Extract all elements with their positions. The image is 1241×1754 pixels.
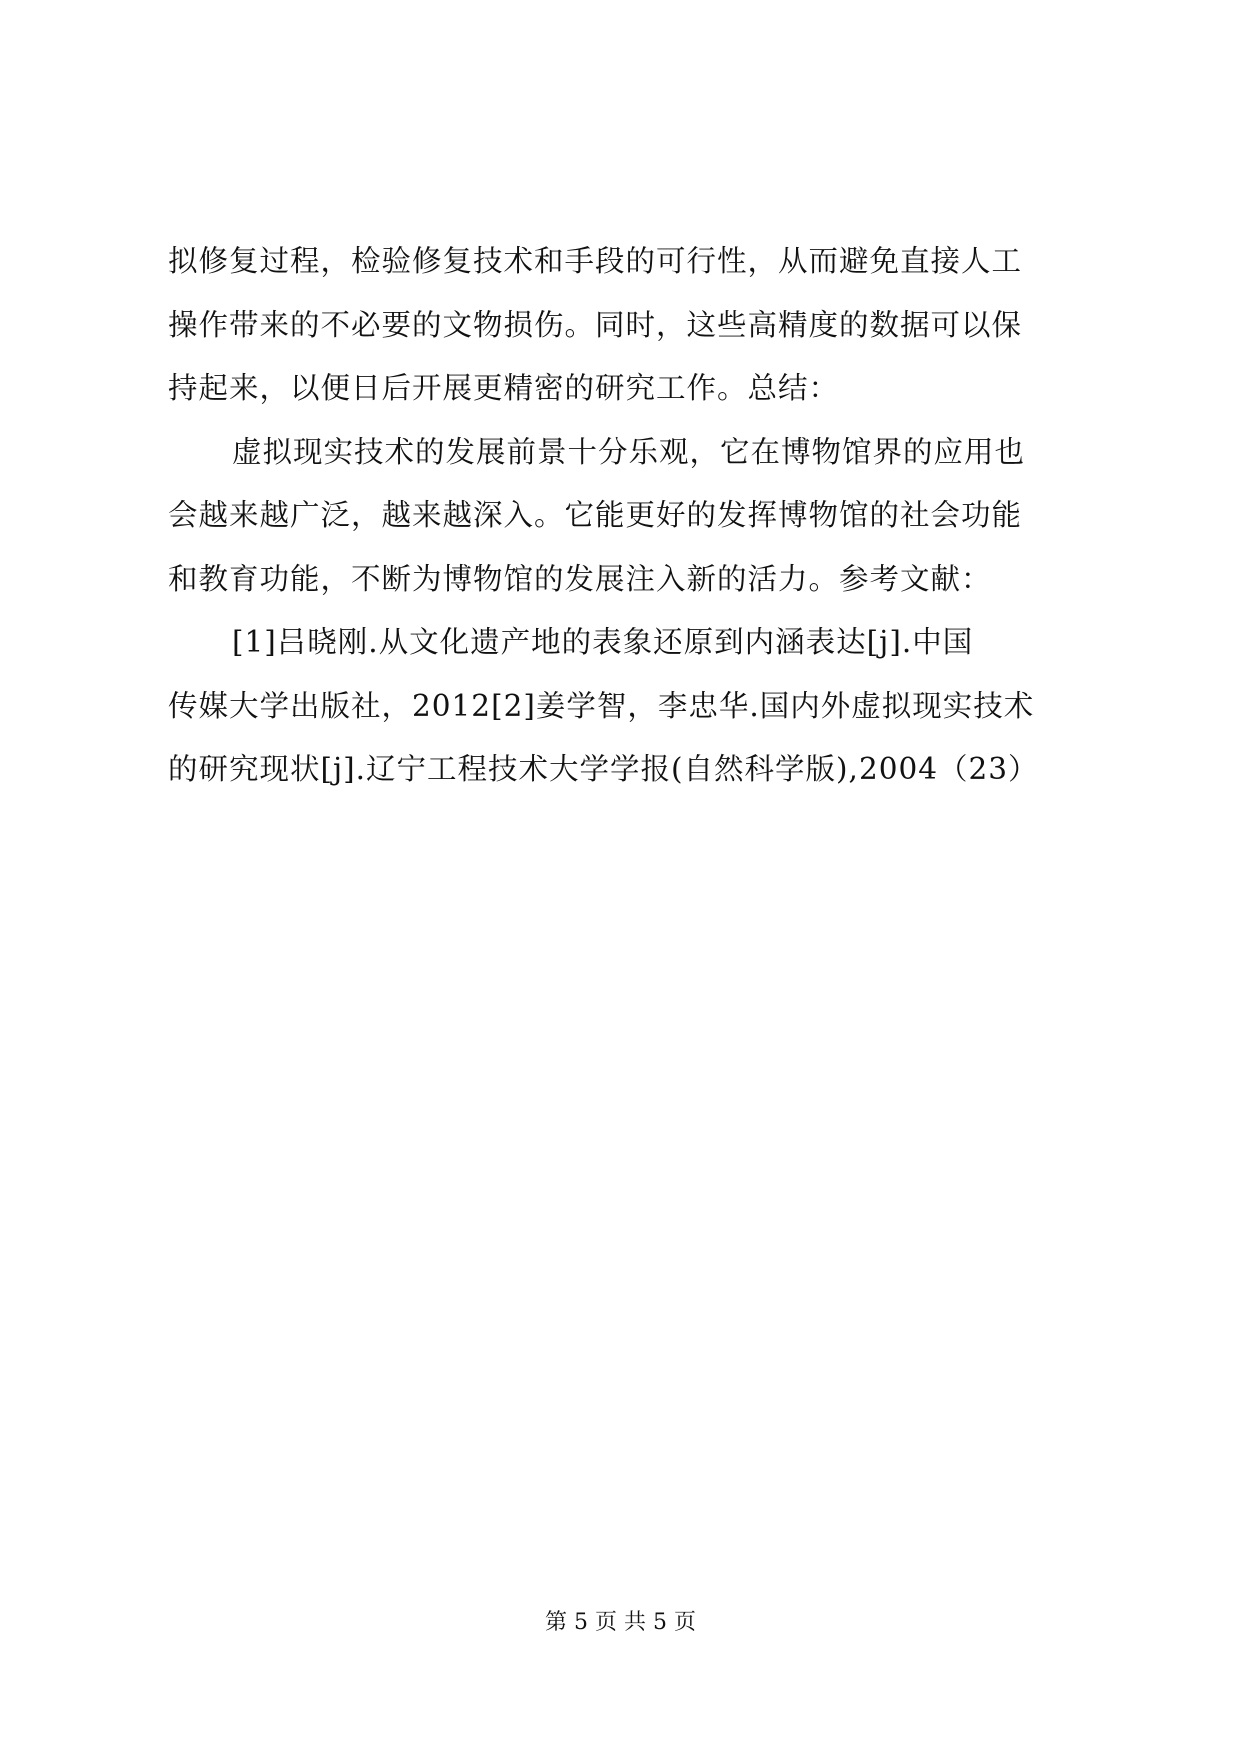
text-line: 会越来越广泛，越来越深入。它能更好的发挥博物馆的社会功能 bbox=[168, 498, 1023, 532]
document-body bbox=[168, 230, 1076, 802]
page-number-footer: 第 5 页 共 5 页 bbox=[545, 1610, 696, 1635]
paragraph-conclusion bbox=[168, 421, 1076, 612]
paragraph-references bbox=[168, 611, 1076, 802]
reference-line: [1]吕晓刚.从文化遗产地的表象还原到内涵表达[j].中国 bbox=[232, 625, 974, 659]
text-line: 操作带来的不必要的文物损伤。同时，这些高精度的数据可以保 bbox=[168, 307, 1023, 342]
text-line: 虚拟现实技术的发展前景十分乐观，它在博物馆界的应用也 bbox=[232, 434, 1026, 469]
text-line: 持起来，以便日后开展更精密的研究工作。总结： bbox=[168, 371, 840, 405]
paragraph-restoration bbox=[168, 230, 1076, 421]
reference-line: 传媒大学出版社，2012[2]姜学智，李忠华.国内外虚拟现实技术 bbox=[168, 688, 1035, 723]
text-line: 和教育功能，不断为博物馆的发展注入新的活力。参考文献： bbox=[168, 561, 992, 596]
text-line: 拟修复过程，检验修复技术和手段的可行性，从而避免直接人工 bbox=[168, 244, 1023, 278]
reference-line: 的研究现状[j].辽宁工程技术大学学报(自然科学版),2004（23） bbox=[168, 752, 1039, 786]
